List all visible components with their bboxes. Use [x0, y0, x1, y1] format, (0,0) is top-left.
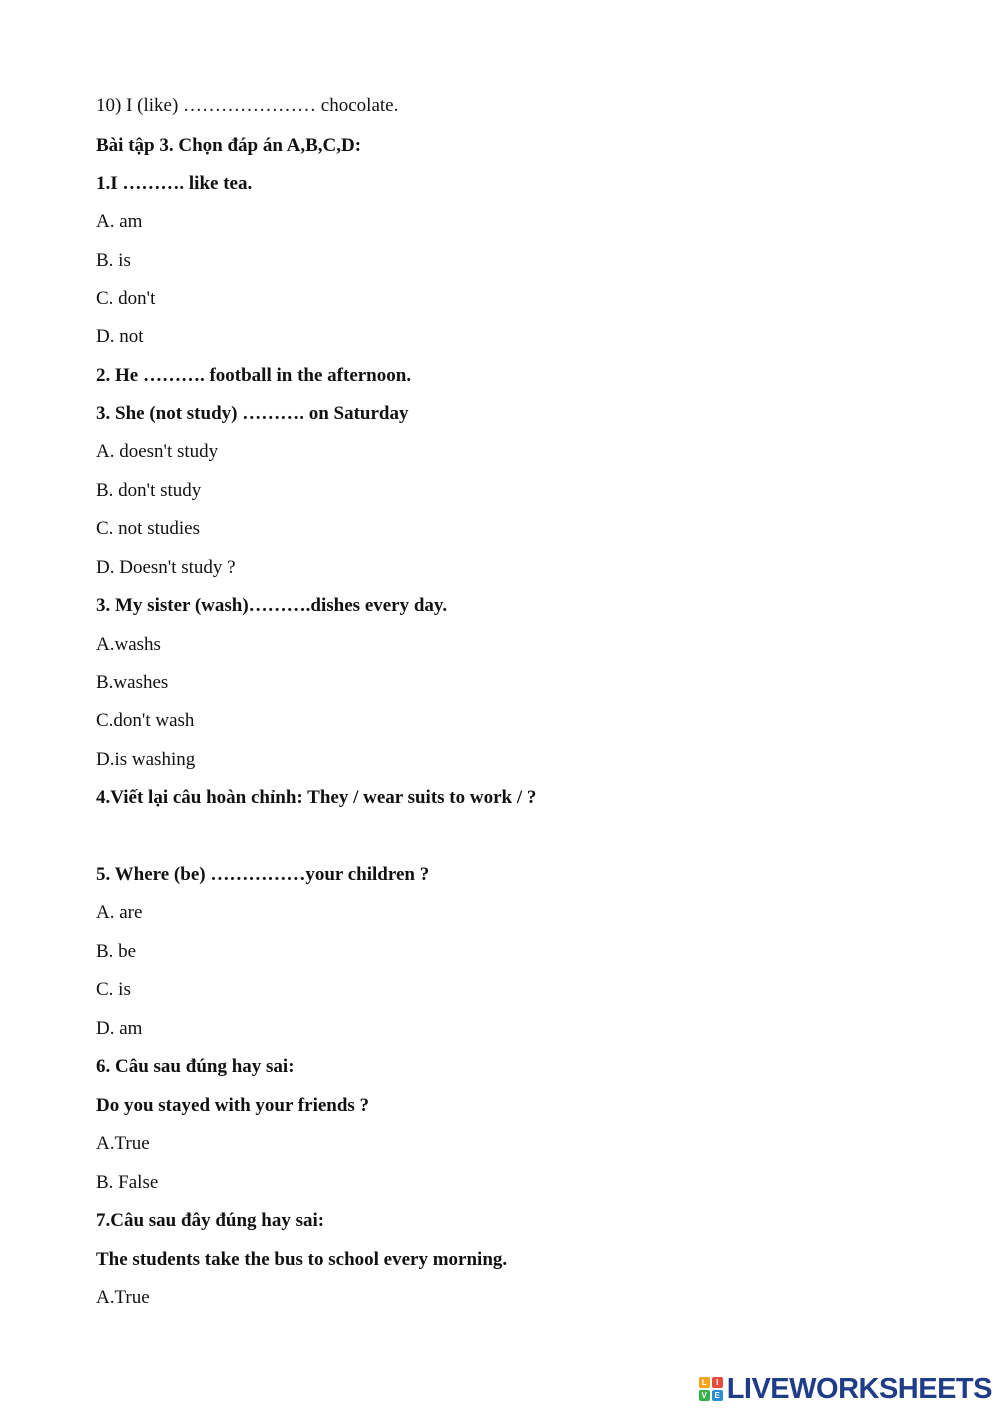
logo-mark-square: L	[699, 1377, 710, 1388]
liveworksheets-logo[interactable]	[699, 1371, 992, 1407]
answer-option: B.washes	[96, 672, 169, 693]
answer-option: D. not	[96, 326, 144, 347]
answer-option: 10) I (like) ………………… chocolate.	[96, 95, 399, 116]
answer-option: A.washs	[96, 634, 161, 655]
answer-option: B. don't study	[96, 480, 202, 501]
logo-mark-square: V	[699, 1390, 710, 1401]
answer-option: C.don't wash	[96, 710, 195, 731]
logo-mark-square: E	[712, 1390, 723, 1401]
answer-option: B. False	[96, 1172, 159, 1193]
question-text: 3. My sister (wash)……….dishes every day.	[96, 595, 448, 616]
answer-option: A. are	[96, 902, 143, 923]
answer-option: B. is	[96, 250, 131, 271]
logo-mark-square: I	[712, 1377, 723, 1388]
answer-option: C. is	[96, 979, 131, 1000]
question-text: 4.Viết lại câu hoàn chỉnh: They / wear suits to work / ?	[96, 787, 537, 808]
question-text: 5. Where (be) ……………your children ?	[96, 864, 430, 885]
answer-option: B. be	[96, 941, 137, 962]
answer-option: A.True	[96, 1287, 150, 1308]
question-text: 1.I ………. like tea.	[96, 173, 253, 194]
answer-option: A. doesn't study	[96, 441, 219, 462]
answer-option: D.is washing	[96, 749, 196, 770]
answer-option: C. don't	[96, 288, 156, 309]
question-text: 6. Câu sau đúng hay sai:	[96, 1056, 295, 1077]
answer-option: C. not studies	[96, 518, 200, 539]
answer-option: D. am	[96, 1018, 143, 1039]
answer-option: A. am	[96, 211, 143, 232]
answer-option: A.True	[96, 1133, 150, 1154]
question-text: Do you stayed with your friends ?	[96, 1095, 370, 1116]
logo-text: LIVEWORKSHEETS	[726, 1372, 992, 1405]
liveworksheets-logo-icon	[699, 1377, 723, 1401]
question-text: Bài tập 3. Chọn đáp án A,B,C,D:	[96, 135, 362, 156]
question-text: The students take the bus to school every morning.	[96, 1249, 508, 1270]
question-text: 2. He ………. football in the afternoon.	[96, 365, 412, 386]
answer-option: D. Doesn't study ?	[96, 557, 236, 578]
question-text: 7.Câu sau đây đúng hay sai:	[96, 1210, 325, 1231]
question-text: 3. She (not study) ………. on Saturday	[96, 403, 409, 424]
